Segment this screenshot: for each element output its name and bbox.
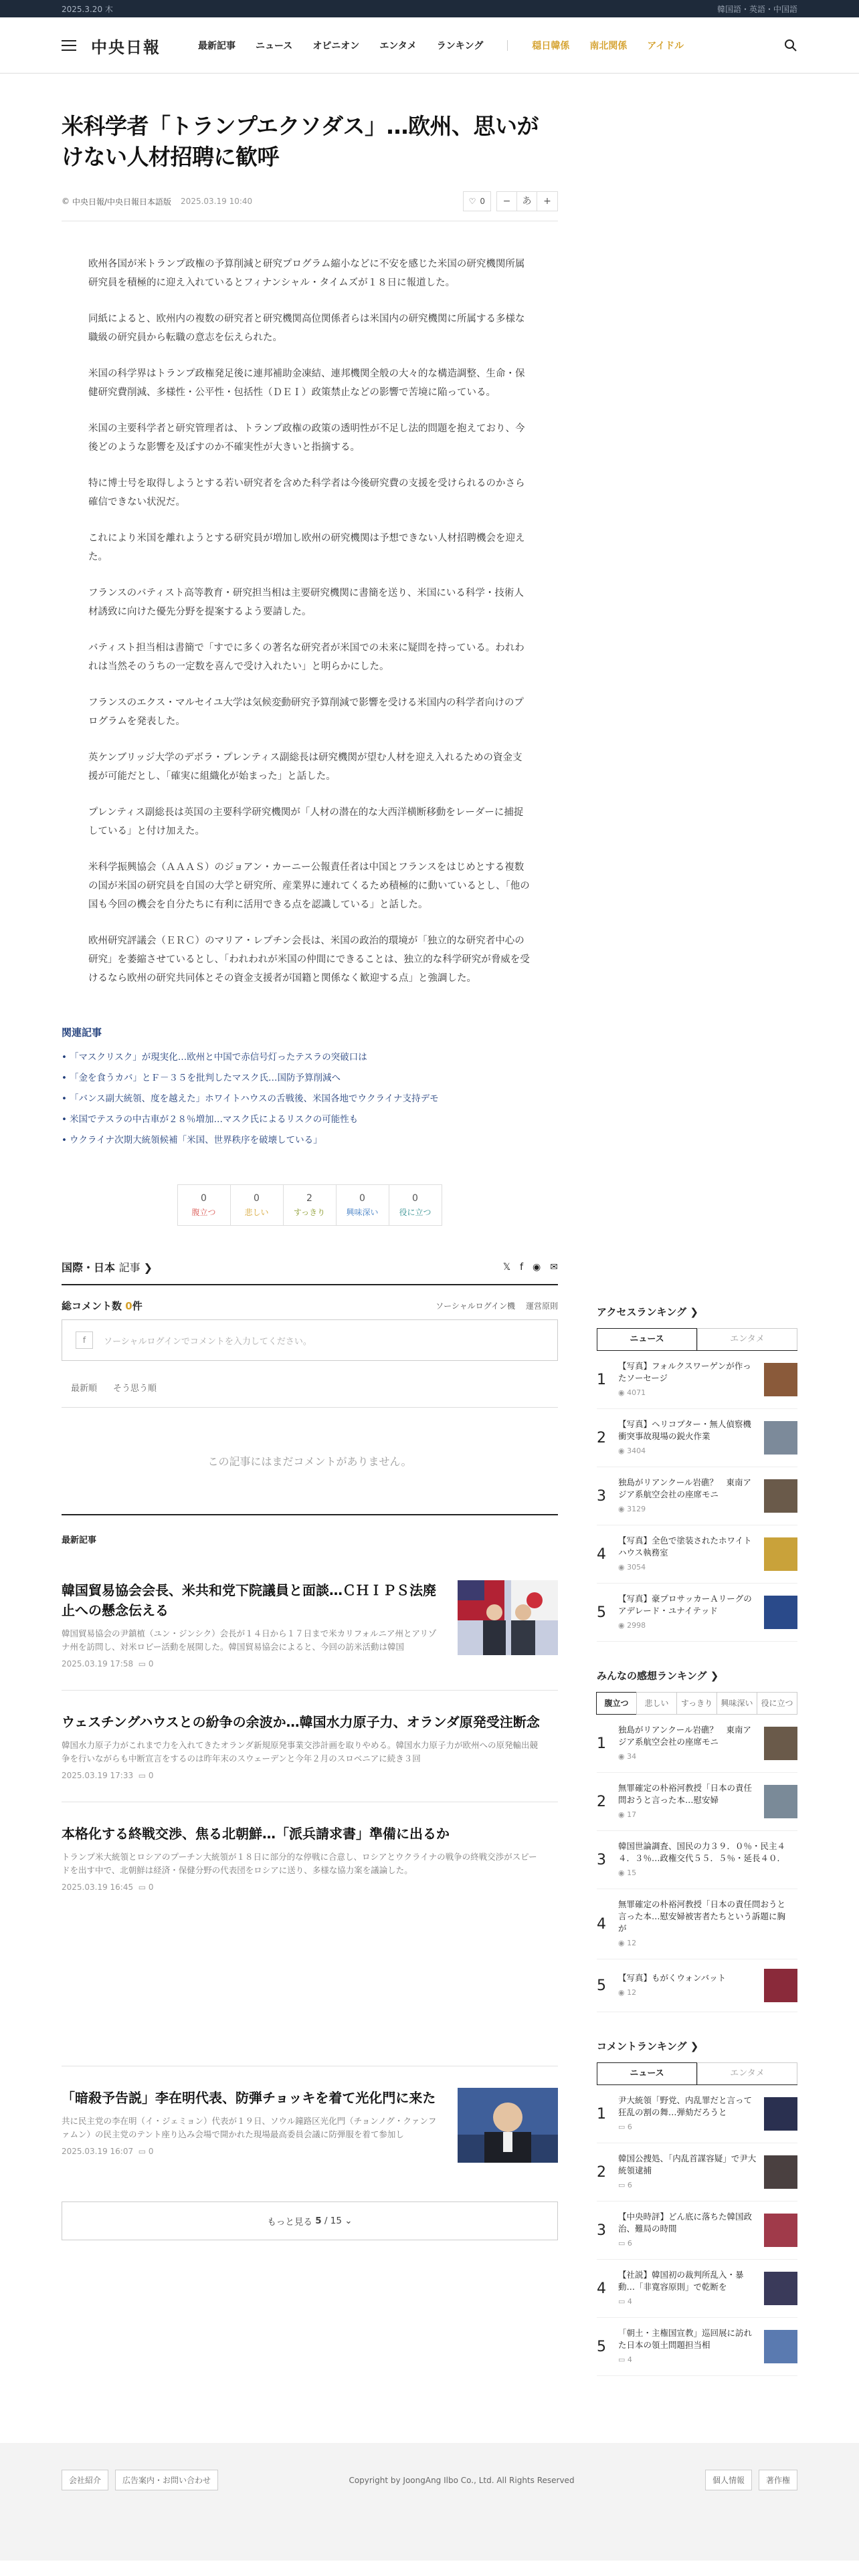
ranking-item[interactable]: 2 無罪確定の朴裕河教授「日本の責任問おうと言った本…慰安婦 ◉ 17 (597, 1773, 797, 1831)
paragraph: フランスのエクス・マルセイユ大学は気候変動研究予算削減で影響を受ける米国内の科学者向けのプログラムを発表した。 (88, 697, 524, 727)
ranking-thumbnail (764, 1363, 797, 1396)
nav-idol[interactable]: アイドル (647, 41, 684, 51)
font-size-controls (496, 191, 558, 211)
ranking-thumbnail (764, 2155, 797, 2189)
tab-sad[interactable]: 悲しい (636, 1692, 677, 1715)
tab-news[interactable]: ニュース (597, 1328, 697, 1350)
reaction-useful[interactable] (389, 1184, 442, 1226)
current-date: 2025.3.20 木 (62, 4, 113, 14)
menu-icon[interactable] (62, 40, 76, 51)
article-body (62, 221, 558, 988)
article-source: 中央日報/中央日報日本語版 (72, 197, 172, 207)
reaction-interesting[interactable] (336, 1184, 389, 1226)
eye-icon: ◉ (618, 1621, 625, 1630)
nav-japan-korea[interactable]: 穏日韓係 (532, 41, 570, 51)
ranking-thumbnail (764, 1727, 797, 1760)
reaction-label: 腹立つ (191, 1207, 216, 1217)
ranking-item[interactable]: 1 【写真】フォルクスワーゲンが作ったソーセージ ◉ 4071 (597, 1351, 797, 1409)
nav-opinion[interactable]: オピニオン (312, 41, 360, 51)
ranking-item[interactable]: 4 【写真】全色で塗装されたホワイトハウス執務室 ◉ 3054 (597, 1525, 797, 1584)
tab-entertainment[interactable]: エンタメ (697, 2062, 797, 2084)
eye-icon: ◉ (618, 1810, 625, 1819)
comment-header (62, 1299, 558, 1319)
category-link[interactable]: 国際・日本 記事 ❯ (62, 1261, 153, 1274)
comment-icon: ▭ (618, 2181, 626, 2189)
nav-entertainment[interactable]: エンタメ (379, 41, 417, 51)
font-label: あ (517, 192, 537, 211)
news-summary: 韓国貿易協会の尹鎮植（ユン・ジンシク）会長が１４日から１７日まで米カリフォルニア州とアリゾナ州を訪問し、対米ロビー活動を展開した。韓国貿易協会によると、今回の訪米活動は韓国 (62, 1628, 437, 1652)
article-byline (62, 191, 558, 221)
ranking-item[interactable]: 3 【中央時評】どん底に落ちた韓国政治、難局の時間 ▭ 6 (597, 2202, 797, 2260)
paragraph: 同紙によると、欧州内の複数の研究者と研究機関高位関係者らは米国内の研究機関に所属する多様な職級の研究員から転職の意志を伝えられた。 (88, 314, 525, 343)
article-date: 2025.03.19 10:40 (181, 197, 253, 206)
main-nav (198, 39, 684, 52)
list-item[interactable] (62, 1559, 558, 1691)
article-title: 米科学者「トランプエクソダス」…欧州、思いがけない人材招聘に歓呼 (62, 113, 539, 170)
related-link[interactable]: • 米国でテスラの中古車が２８％増加…マスク氏によるリスクの可能性も (62, 1109, 558, 1130)
eye-icon: ◉ (618, 1446, 625, 1455)
ranking-item[interactable]: 4 【社説】韓国初の裁判所乱入・暴動…「非寛容原則」で乾断を ▭ 4 (597, 2260, 797, 2318)
ranking-item[interactable]: 2 【写真】ヘリコプター・無人偵察機衝突事故現場の鋭火作業 ◉ 3404 (597, 1409, 797, 1467)
news-title[interactable]: ウェスチングハウスとの紛争の余波か…韓国水力原子力、オランダ原発受注断念 (62, 1714, 540, 1730)
comment-icon: ▭ (618, 2123, 626, 2131)
ranking-thumbnail (764, 1785, 797, 1818)
site-logo[interactable]: 中央日報 (91, 37, 161, 57)
site-footer (0, 2443, 859, 2561)
comment-icon: ▭ (618, 2239, 626, 2248)
comment-icon: ▭ (618, 2355, 626, 2364)
comment-icon: ▭ (138, 2147, 147, 2156)
reaction-refreshing[interactable] (283, 1184, 337, 1226)
tab-refreshing[interactable]: すっきり (676, 1692, 717, 1715)
news-thumbnail[interactable] (458, 2088, 558, 2163)
access-ranking-title[interactable]: アクセスランキング ❯ (597, 1306, 698, 1318)
related-heading: 関連記事 (62, 1027, 102, 1039)
tab-useful[interactable]: 役に立つ (757, 1692, 797, 1715)
ranking-item[interactable]: 5 【写真】豪プロサッカーＡリーグのアデレード・ユナイテッド ◉ 2998 (597, 1584, 797, 1642)
reaction-label: 役に立つ (399, 1207, 432, 1217)
paragraph: 欧州各国が米トランプ政権の予算削減と研究プログラム縮小などに不安を感じた米国の研究機関所属研究員を積極的に迎え入れているとフィナンシャル・タイムズが１８日に報道した。 (88, 259, 525, 288)
reaction-label: すっきり (293, 1207, 326, 1217)
nav-latest[interactable]: 最新記事 (198, 41, 235, 51)
reaction-count: 0 (359, 1192, 365, 1204)
ranking-item[interactable]: 5 「朝土・主権国宣教」巡回展に訪れた日本の領土問題担当相 ▭ 4 (597, 2318, 797, 2376)
ranking-thumbnail (764, 2272, 797, 2305)
related-link[interactable]: • ウクライナ次期大統領候補「米国、世界秩序を破壊している」 (62, 1130, 558, 1151)
comment-ranking (597, 2039, 797, 2376)
main-column (62, 111, 558, 2403)
nav-ranking[interactable]: ランキング (436, 41, 484, 51)
list-item[interactable] (62, 1802, 558, 2066)
eye-icon: ◉ (618, 1563, 625, 1572)
heart-icon: ♡ (468, 197, 476, 206)
latest-heading: 最新記事 (62, 1535, 97, 1545)
related-link[interactable]: • 「マスクリスク」が現実化…欧州と中国で赤信号灯ったテスラの突破口は (62, 1047, 558, 1068)
list-item[interactable] (62, 2066, 558, 2184)
comment-sort-tabs (62, 1361, 558, 1408)
empty-comments-message: この記事にはまだコメントがありません。 (62, 1408, 558, 1515)
ranking-thumbnail (764, 2214, 797, 2247)
tab-news[interactable]: ニュース (597, 2062, 697, 2084)
paragraph: 欧州研究評議会（ＥＲＣ）のマリア・レプチン会長は、米国の政治的環境が「独立的な研究者中心の研究」を萎縮させているとし、「われわれが米国の仲間にできることは、独立的な科学研究が脅威を受けるなら欧州の研究共同体とその資金支援者が国籍と関係なく歓迎する点」と強調した。 (88, 936, 530, 984)
related-link[interactable]: • 「バンス副大統領、度を越えた」ホワイトハウスの舌戦後、米国各地でウクライナ支持デモ (62, 1089, 558, 1109)
paragraph: フランスのバティスト高等教育・研究担当相は主要研究機関に書簡を送り、米国にいる科学・技術人材誘致に向けた優先分野を提案するよう要請した。 (88, 588, 524, 617)
news-summary: トランプ米大統領とロシアのプーチン大統領が１８日に部分的な停戦に合意し、ロシアとウクライナの戦争の終戦交渉がスピードを出す中で、北朝鮮は経済・保健分野の代表団をロシアに送り、多様な協力案を議論した。 (62, 1852, 537, 1875)
chevron-down-icon: ⌄ (345, 2216, 353, 2226)
news-title[interactable]: 「暗殺予告説」李在明代表、防弾チョッキを着て光化門に来た (62, 2090, 436, 2106)
font-decrease-button[interactable]: − (497, 192, 517, 211)
list-item[interactable] (62, 1691, 558, 1802)
news-summary: 韓国水力原子力がこれまで力を入れてきたオランダ新規原発事業交渉計画を取りやめる。韓国水力原子力が欧州への原発輸出競争を行いながらも中断宣言をするのは昨年末のスウェーデンと今年２月のスロベニアに続き３回 (62, 1740, 539, 1763)
news-title[interactable]: 韓国貿易協会会長、米共和党下院議員と面談…ＣＨＩＰＳ法廃止への懸念伝える (62, 1582, 436, 1618)
copyright-link[interactable]: 著作権 (759, 2470, 797, 2490)
ranking-item[interactable]: 3 韓国世論調査、国民の力３９．０％・民主４４．３％…政権交代５５．５％・延長４０． ◉ 15 (597, 1831, 797, 1889)
eye-icon: ◉ (618, 1939, 625, 1947)
reaction-angry[interactable] (177, 1184, 231, 1226)
tab-angry[interactable]: 腹立つ (596, 1692, 637, 1715)
ranking-thumbnail (764, 2097, 797, 2131)
facebook-login-icon[interactable]: f (76, 1331, 93, 1349)
sort-agree-tab[interactable]: そう思う順 (113, 1384, 157, 1394)
paragraph: 特に博士号を取得しようとする若い研究者を含めた科学者は今後研究費の支援を受けられるのかさら確信できない状況だ。 (88, 478, 525, 508)
eye-icon: ◉ (618, 1868, 625, 1877)
paragraph: バティスト担当相は書簡で「すでに多くの著名な研究者が米国での未来に疑問を持っている。われわれは当然そのうちの一定数を喜んで受け入れたい」と明らかにした。 (88, 643, 524, 672)
comment-placeholder: ソーシャルログインでコメントを入力してください。 (104, 1336, 312, 1347)
ranking-thumbnail (764, 1421, 797, 1455)
ranking-thumbnail (764, 1479, 797, 1513)
comment-icon: ▭ (138, 1771, 147, 1780)
paragraph: 米国の主要科学者と研究管理者は、トランプ政権の政策の透明性が不足し法的問題を抱えており、今後どのような影響を及ぼすのか不確実性が大きいと指摘する。 (88, 423, 525, 453)
comment-icon: ▭ (618, 2297, 626, 2306)
reaction-count: 2 (306, 1192, 312, 1204)
nav-divider (507, 40, 508, 51)
privacy-link[interactable]: 個人情報 (705, 2470, 752, 2490)
news-summary: 共に民主党の李在明（イ・ジェミョン）代表が１９日、ソウル鐘路区光化門（チョンノグ・クァンファムン）の民主党のテント座り込み会場で開かれた現場最高委員会議に防弾服を着て参加し (62, 2116, 437, 2139)
ad-contact-link[interactable]: 広告案内・お問い合わせ (115, 2470, 218, 2490)
paragraph: これにより米国を離れようとする研究員が増加し欧州の研究機関は予想できない人材招聘機会を迎えた。 (88, 533, 525, 562)
access-ranking (597, 1305, 797, 1642)
tab-interesting[interactable]: 興味深い (717, 1692, 757, 1715)
emotion-ranking (597, 1669, 797, 2012)
emotion-ranking-title[interactable]: みんなの感想ランキング ❯ (597, 1670, 719, 1682)
nav-news[interactable]: ニュース (256, 41, 293, 51)
share-buttons (503, 1262, 558, 1273)
ranking-item[interactable]: 1 尹大統領「野党、内乱罪だと言って狂乱の割の舞…弾劾だろうと ▭ 6 (597, 2085, 797, 2143)
policy-link[interactable]: 運営原則 (525, 1301, 558, 1311)
news-title[interactable]: 本格化する終戦交渉、焦る北朝鮮…「派兵請求書」準備に出るか (62, 1826, 450, 1842)
reaction-sad[interactable] (230, 1184, 284, 1226)
news-thumbnail[interactable] (458, 1580, 558, 1655)
ranking-item[interactable]: 4 無罪確定の朴裕河教授「日本の責任問おうと言った本…慰安婦被害者たちという訴題に胸が ◉ 12 (597, 1889, 797, 1959)
news-meta: 2025.03.19 16:45 ▭ 0 (62, 1883, 154, 1892)
ranking-item[interactable]: 2 韓国公捜処、「内乱首謀容疑」で尹大統領逮捕 ▭ 6 (597, 2143, 797, 2202)
ranking-thumbnail (764, 1537, 797, 1571)
like-button[interactable] (463, 191, 491, 211)
comment-icon: ▭ (138, 1883, 147, 1892)
ranking-thumbnail (764, 1969, 797, 2002)
top-utility-bar (0, 0, 859, 17)
eye-icon: ◉ (618, 1988, 625, 1997)
copyright-text: Copyright by JoongAng Ilbo Co., Ltd. All Rights Reserved (349, 2475, 575, 2485)
nav-north-south[interactable]: 南北関係 (589, 41, 628, 51)
sort-latest-tab[interactable]: 最新順 (71, 1384, 98, 1394)
eye-icon: ◉ (618, 1388, 625, 1397)
tab-entertainment[interactable]: エンタメ (697, 1328, 797, 1350)
eye-icon: ◉ (618, 1505, 625, 1513)
reaction-count: 0 (201, 1192, 207, 1204)
comment-icon: ▭ (138, 1659, 147, 1669)
eye-icon: ◉ (618, 1752, 625, 1761)
company-link[interactable]: 会社紹介 (62, 2470, 108, 2490)
like-count: 0 (480, 197, 485, 206)
sidebar (597, 111, 797, 2403)
paragraph: 米科学振興協会（ＡＡＡＳ）のジョアン・カーニー公報責任者は中国とフランスをはじめとする複数の国が米国の研究員を自国の大学と研究所、産業界に連れてくるため積極的に動いているとし、「他の国も今回の機会を自分たちに有利に活用できる点を認識している」と話した。 (88, 862, 530, 910)
paragraph: 米国の科学界はトランプ政権発足後に連邦補助金凍結、連邦機関全般の大々的な構造調整、生命・保健研究費削減、多様性・公平性・包括性（ＤＥＩ）政策禁止などの影響で苦境に陥っている。 (88, 368, 525, 398)
related-link[interactable]: • 「金を食うカバ」とＦ－３５を批判したマスク氏…国防予算削減へ (62, 1068, 558, 1089)
mail-share-icon[interactable]: ✉ (550, 1261, 558, 1273)
facebook-share-icon[interactable]: f (520, 1261, 524, 1273)
ranking-thumbnail (764, 2330, 797, 2363)
social-login-link[interactable]: ソーシャルログイン機 (436, 1301, 515, 1311)
search-icon[interactable] (784, 39, 797, 52)
reaction-buttons (62, 1184, 558, 1226)
site-header (0, 17, 859, 74)
comment-ranking-title[interactable]: コメントランキング ❯ (597, 2040, 699, 2052)
line-share-icon[interactable]: ◉ (533, 1261, 541, 1273)
language-links[interactable]: 韓国語・英語・中国語 (717, 4, 797, 14)
paragraph: 英ケンブリッジ大学のデボラ・プレンティス副総長は研究機関が望む人材を迎え入れるための資金支援が可能だとし、「確実に組織化が始まった」と話した。 (88, 752, 522, 782)
ranking-item[interactable]: 5 【写真】もがくウォンバット ◉ 12 (597, 1959, 797, 2012)
ranking-thumbnail (764, 1596, 797, 1629)
comment-count-title: 総コメント数 0件 (62, 1300, 142, 1312)
paragraph: プレンティス副総長は英国の主要科学研究機関が「人材の潜在的な大西洋横断移動をレーダーに捕捉している」と付け加えた。 (88, 807, 524, 837)
reaction-label: 興味深い (346, 1207, 379, 1217)
ranking-item[interactable]: 3 独島がリアンクール岩礁？ 東南アジア系航空会社の座席モニ ◉ 3129 (597, 1467, 797, 1525)
comment-input[interactable] (62, 1319, 558, 1361)
ranking-item[interactable]: 1 独島がリアンクール岩礁？ 東南アジア系航空会社の座席モニ ◉ 34 (597, 1715, 797, 1773)
news-meta: 2025.03.19 17:33 ▭ 0 (62, 1771, 154, 1780)
copyright-icon: © (62, 197, 70, 206)
font-increase-button[interactable]: + (543, 196, 551, 207)
related-articles (62, 1025, 558, 1151)
latest-articles (62, 1533, 558, 2240)
load-more-button[interactable]: もっと見る 5 / 15 ⌄ (62, 2202, 558, 2240)
category-bar (62, 1259, 558, 1285)
news-meta: 2025.03.19 16:07 ▭ 0 (62, 2147, 154, 2156)
news-meta: 2025.03.19 17:58 ▭ 0 (62, 1659, 154, 1669)
x-share-icon[interactable]: 𝕏 (502, 1261, 511, 1273)
reaction-count: 0 (254, 1192, 260, 1204)
reaction-count: 0 (412, 1192, 418, 1204)
reaction-label: 悲しい (244, 1207, 269, 1217)
